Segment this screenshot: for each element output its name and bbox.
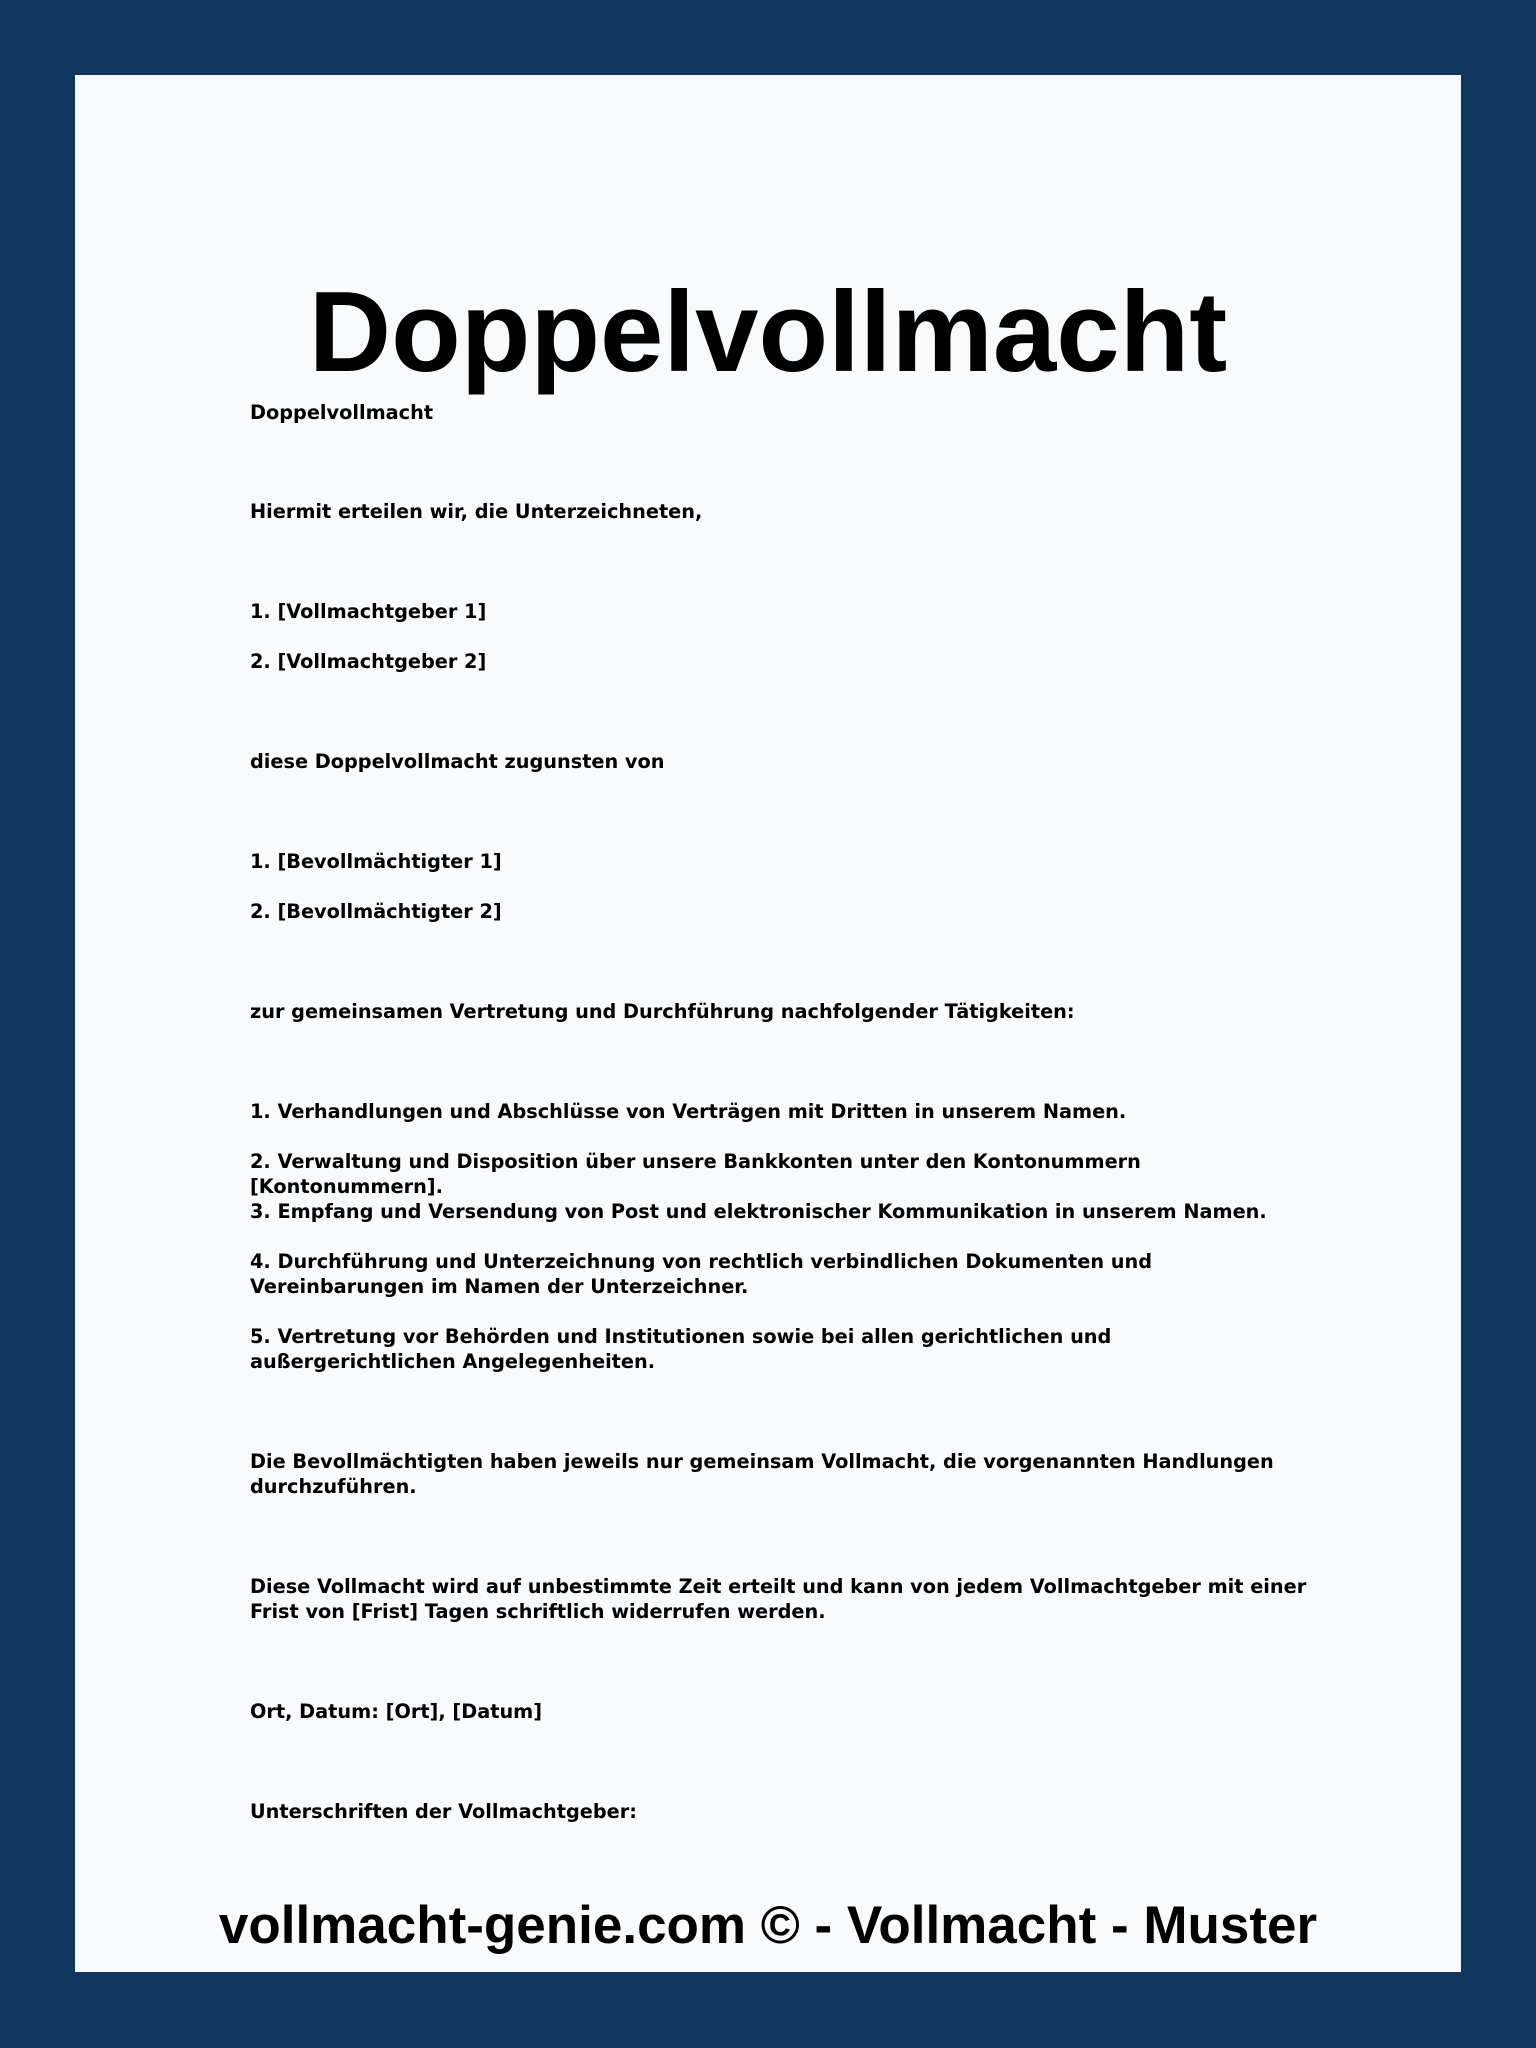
- grantor-item-1: 1. [Vollmachtgeber 1]: [250, 600, 487, 623]
- activity-item-1: 1. Verhandlungen und Abschlüsse von Verträgen mit Dritten in unserem Namen.: [250, 1100, 1127, 1123]
- activity-item-4: 4. Durchführung und Unterzeichnung von rechtlich verbindlichen Dokumenten und Vereinbarungen im Namen der Unterzeichner.: [250, 1250, 1153, 1298]
- grantor-item-2: 2. [Vollmachtgeber 2]: [250, 650, 487, 673]
- joint-clause-paragraph: Die Bevollmächtigten haben jeweils nur gemeinsam Vollmacht, die vorgenannten Handlungen durchzuführen.: [250, 1450, 1274, 1498]
- document-heading: Doppelvollmacht: [250, 401, 434, 424]
- agent-item-2: 2. [Bevollmächtigter 2]: [250, 900, 502, 923]
- document-page: [75, 75, 1461, 1972]
- agent-item-1: 1. [Bevollmächtigter 1]: [250, 850, 502, 873]
- footer-watermark: vollmacht-genie.com © - Vollmacht - Muster: [218, 1896, 1318, 1955]
- activity-item-2: 2. Verwaltung und Disposition über unsere Bankkonten unter den Kontonummern [Kontonummern].: [250, 1150, 1141, 1198]
- intro-paragraph: Hiermit erteilen wir, die Unterzeichneten,: [250, 500, 703, 523]
- document-title: Doppelvollmacht: [308, 269, 1228, 396]
- in-favor-paragraph: diese Doppelvollmacht zugunsten von: [250, 750, 665, 773]
- place-date-line: Ort, Datum: [Ort], [Datum]: [250, 1700, 543, 1723]
- activity-item-3: 3. Empfang und Versendung von Post und elektronischer Kommunikation in unserem Namen.: [250, 1200, 1267, 1223]
- activity-item-5: 5. Vertretung vor Behörden und Institutionen sowie bei allen gerichtlichen und außergerichtlichen Angelegenheiten.: [250, 1325, 1112, 1373]
- validity-clause-paragraph: Diese Vollmacht wird auf unbestimmte Zeit erteilt und kann von jedem Vollmachtgeber mit einer Frist von [Frist] Tagen schriftlich widerrufen werden.: [250, 1575, 1307, 1623]
- signatures-label: Unterschriften der Vollmachtgeber:: [250, 1800, 637, 1823]
- purpose-paragraph: zur gemeinsamen Vertretung und Durchführung nachfolgender Tätigkeiten:: [250, 1000, 1075, 1023]
